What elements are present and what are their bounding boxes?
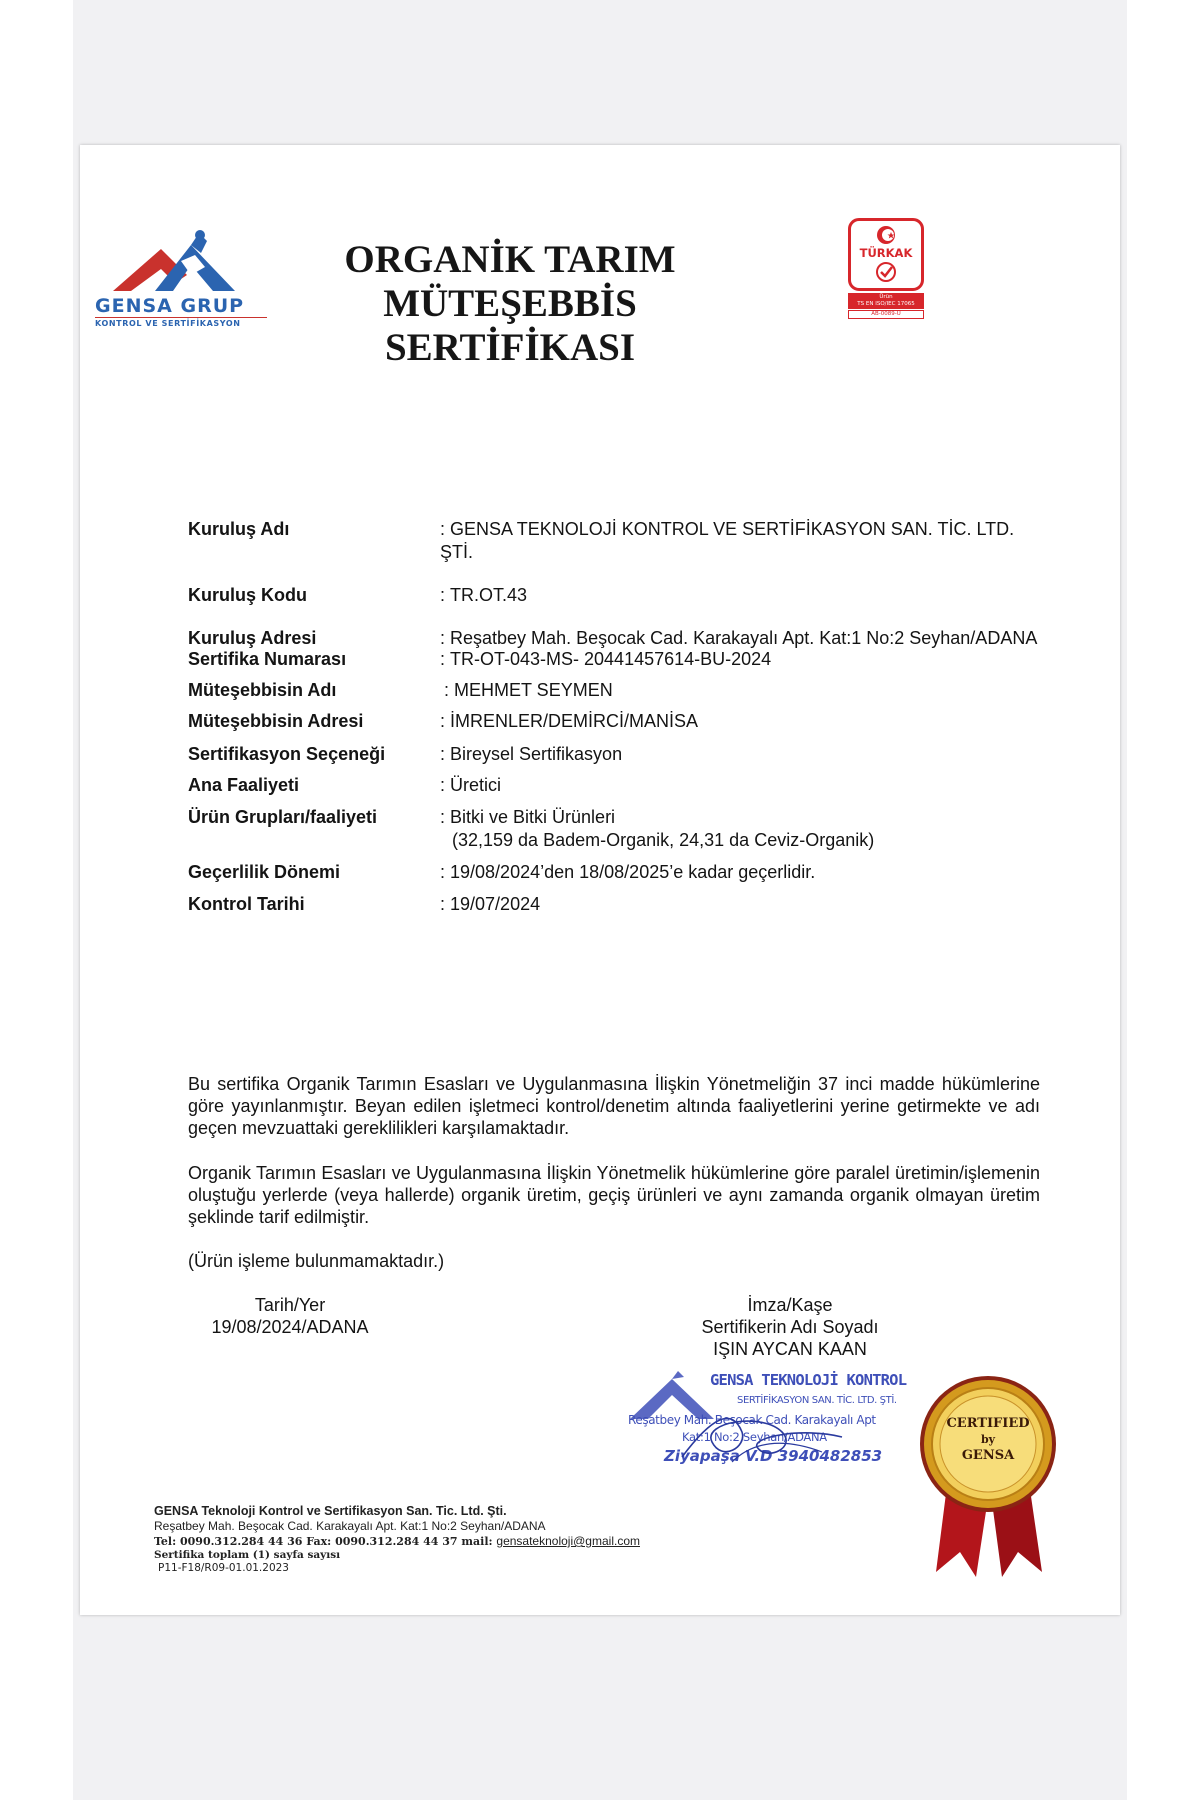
field-value: Bitki ve Bitki Ürünleri: [450, 807, 616, 827]
turkak-code: AB-0089-Ü: [848, 310, 924, 319]
turkak-badge: [848, 218, 924, 319]
footer-address: Reşatbey Mah. Beşocak Cad. Karakayalı Apt. Kat:1 No:2 Seyhan/ADANA: [154, 1519, 546, 1533]
company-stamp: [622, 1367, 917, 1477]
stamp-line-1: GENSA TEKNOLOJİ KONTROL: [710, 1371, 907, 1389]
certifier-label: Sertifikerin Adı Soyadı: [701, 1317, 879, 1337]
field-row: Kontrol Tarihi : 19/07/2024: [188, 894, 541, 914]
seal-line-2: by: [980, 1433, 996, 1446]
field-row: Müteşebbisin Adı : MEHMET SEYMEN: [188, 680, 613, 700]
field-label: Geçerlilik Dönemi: [188, 862, 341, 882]
field-label: Müteşebbisin Adresi: [188, 711, 364, 731]
stamp-line-3: Reşatbey Mah. Beşocak Cad. Karakayalı Apt: [628, 1413, 876, 1427]
paragraph-regulation: Bu sertifika Organik Tarımın Esasları ve Uygulanmasına İlişkin Yönetmeliğin 37 inci madde hükümlerine göre yayınlanmıştır. Beyan edilen işletmeci kontrol/denetim altında faaliyetlerini yerine getirmekte ve adı geçen mevzuattaki gereklilikleri karşılamaktadır.: [188, 1074, 1040, 1138]
footer-company: GENSA Teknoloji Kontrol ve Sertifikasyon San. Tic. Ltd. Şti.: [154, 1504, 507, 1518]
field-label: Kuruluş Adı: [188, 519, 290, 539]
field-label: Kuruluş Adresi: [188, 628, 317, 648]
footer-phone-fax: Tel: 0090.312.284 44 36 Fax: 0090.312.284 44 37 mail:: [154, 1535, 493, 1548]
field-label: Kontrol Tarihi: [188, 894, 305, 914]
field-value: 19/07/2024: [450, 894, 541, 914]
stamp-line-5: Ziyapaşa V.D 3940482853: [664, 1447, 883, 1465]
date-place-value: 19/08/2024/ADANA: [211, 1317, 369, 1337]
logo-subtitle: KONTROL VE SERTİFİKASYON: [95, 317, 267, 328]
field-value: İMRENLER/DEMİRCİ/MANİSA: [450, 711, 699, 731]
field-value: TR.OT.43: [450, 585, 528, 605]
field-row: Sertifikasyon Seçeneği : Bireysel Sertifikasyon: [188, 744, 623, 764]
field-row: Sertifika Numarası : TR-OT-043-MS- 20441457614-BU-2024: [188, 649, 772, 669]
title-line-2: MÜTEŞEBBİS SERTİFİKASI: [383, 282, 637, 369]
footer-page-count: Sertifika toplam (1) sayfa sayısı: [154, 1549, 341, 1561]
certified-seal: [918, 1372, 1058, 1582]
stamp-line-4: Kat:1 No:2 Seyhan/ADANA: [682, 1430, 827, 1444]
stamp-line-2: SERTİFİKASYON SAN. TİC. LTD. ŞTİ.: [737, 1395, 897, 1406]
field-value: Reşatbey Mah. Beşocak Cad. Karakayalı Apt. Kat:1 No:2 Seyhan/ADANA: [450, 628, 1038, 648]
turkak-name: TÜRKAK: [859, 246, 913, 260]
certificate-fields: [188, 518, 1038, 914]
turkak-scope-line-2: TS EN ISO/IEC 17065: [857, 301, 915, 307]
field-label: Ürün Grupları/faaliyeti: [188, 807, 378, 827]
signature-block: [670, 1294, 910, 1360]
processing-note: (Ürün işleme bulunmamaktadır.): [188, 1251, 445, 1271]
turkak-scope-line-1: Ürün: [879, 294, 893, 300]
certificate-title: [300, 238, 720, 370]
turkak-scope: [848, 293, 924, 309]
field-row: Ana Faaliyeti : Üretici: [188, 775, 502, 795]
footer-contact: [154, 1534, 640, 1549]
field-value: Bireysel Sertifikasyon: [450, 744, 623, 764]
field-label: Ana Faaliyeti: [188, 775, 300, 795]
field-label: Müteşebbisin Adı: [188, 680, 337, 700]
seal-line-3: GENSA: [961, 1448, 1015, 1463]
field-value: Üretici: [450, 775, 502, 795]
handwritten-signature: [672, 1402, 852, 1477]
field-label: Kuruluş Kodu: [188, 585, 307, 605]
field-row: Geçerlilik Dönemi : 19/08/2024’den 18/08/2025’e kadar geçerlidir.: [188, 862, 816, 882]
date-place-label: Tarih/Yer: [254, 1295, 326, 1315]
field-row: Ürün Grupları/faaliyeti : Bitki ve Bitki Ürünleri (32,159 da Badem-Organik, 24,31 da Ceviz-Organik): [188, 806, 1038, 852]
seal-line-1: CERTIFIED: [946, 1416, 1030, 1431]
field-value: 19/08/2024’den 18/08/2025’e kadar geçerlidir.: [450, 862, 816, 882]
field-value: MEHMET SEYMEN: [454, 680, 613, 700]
certificate-footer: [154, 1503, 640, 1575]
field-row: Kuruluş Adı : GENSA TEKNOLOJİ KONTROL VE SERTİFİKASYON SAN. TİC. LTD. ŞTİ.: [188, 519, 1015, 562]
field-row: Müteşebbisin Adresi : İMRENLER/DEMİRCİ/MANİSA: [188, 711, 699, 731]
field-label: Sertifika Numarası: [188, 649, 347, 669]
gensa-logo: [95, 225, 270, 328]
footer-email-link[interactable]: gensateknoloji@gmail.com: [496, 1534, 640, 1548]
field-value-secondary: (32,159 da Badem-Organik, 24,31 da Ceviz-Organik): [452, 830, 875, 850]
logo-name: GENSA GRUP: [95, 295, 245, 317]
field-row: Kuruluş Kodu : TR.OT.43: [188, 585, 528, 605]
seal-text: [918, 1416, 1058, 1464]
field-value: TR-OT-043-MS- 20441457614-BU-2024: [450, 649, 772, 669]
footer-form-code: P11-F18/R09-01.01.2023: [158, 1562, 289, 1574]
field-value: GENSA TEKNOLOJİ KONTROL VE SERTİFİKASYON SAN. TİC. LTD. ŞTİ.: [440, 519, 1015, 562]
field-label: Sertifikasyon Seçeneği: [188, 744, 386, 764]
mountain-logo-icon: [95, 225, 270, 293]
paragraph-parallel-production: Organik Tarımın Esasları ve Uygulanmasına İlişkin Yönetmelik hükümlerine göre paralel üretimin/işlemenin oluştuğu yerlerde (veya hallerde) organik üretim, geçiş ürünleri ve aynı zamanda organik olmayan üretim şeklinde tarif edilmiştir.: [188, 1163, 1040, 1227]
signature-label: İmza/Kaşe: [747, 1295, 833, 1315]
date-place-block: [190, 1294, 390, 1338]
title-line-1: ORGANİK TARIM: [344, 238, 676, 281]
field-row: Kuruluş Adresi : Reşatbey Mah. Beşocak Cad. Karakayalı Apt. Kat:1 No:2 Seyhan/ADANA: [188, 628, 1038, 648]
certifier-name: IŞIN AYCAN KAAN: [713, 1339, 867, 1359]
rosette-seal-icon: [918, 1372, 1058, 1582]
